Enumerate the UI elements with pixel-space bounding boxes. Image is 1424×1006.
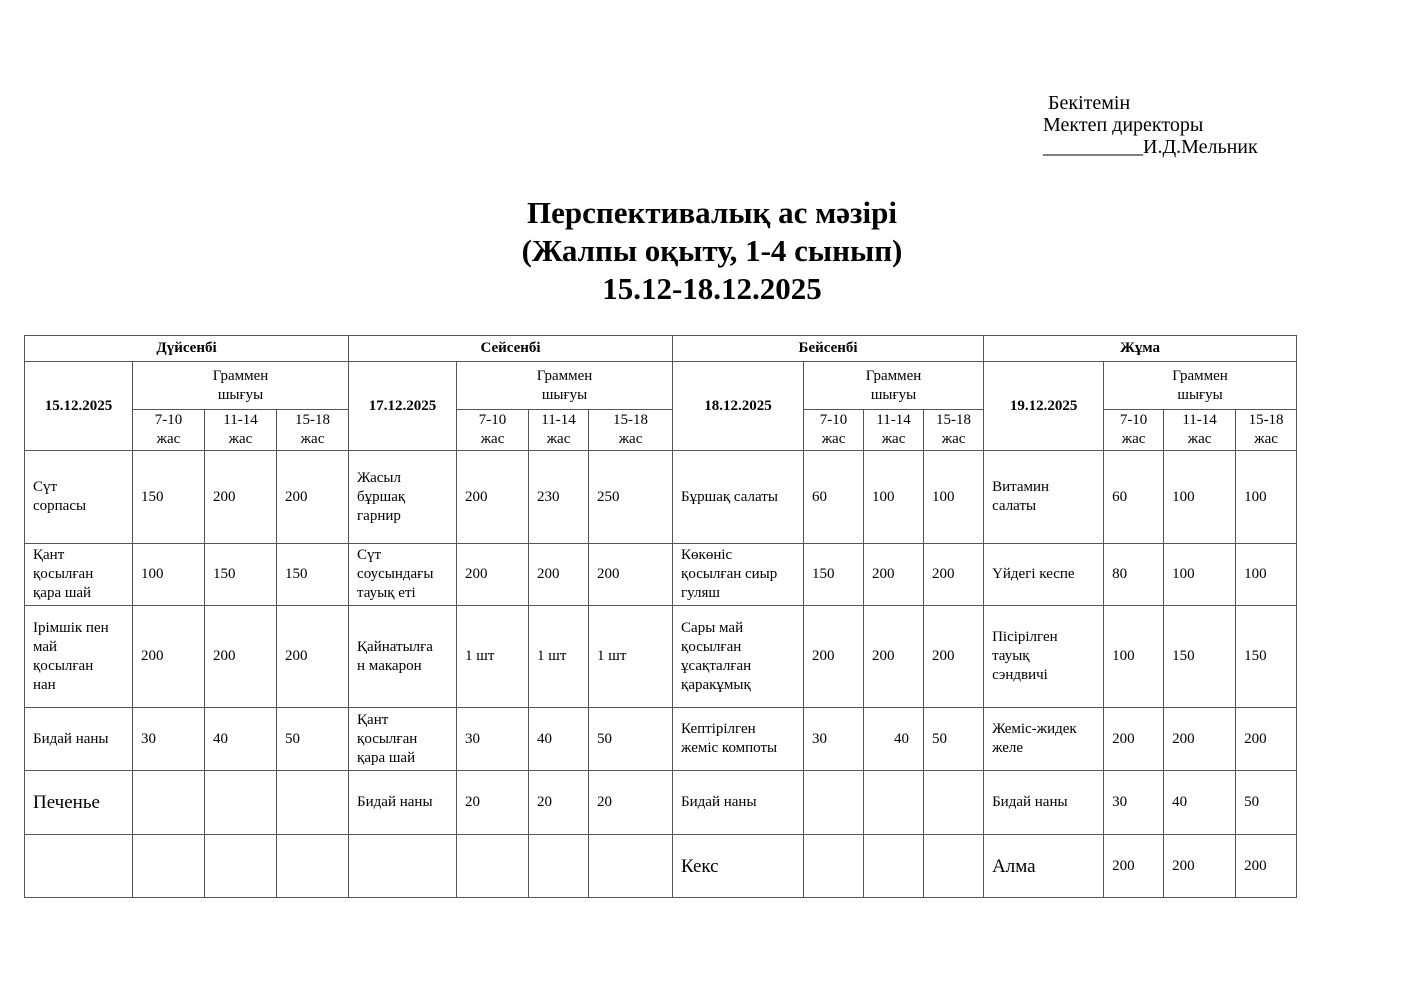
title-line-2: (Жалпы оқыту, 1-4 сынып)	[521, 233, 903, 268]
grams-header-line: Граммен	[865, 367, 922, 384]
portion-grams: 200	[589, 544, 673, 606]
portion-grams: 200	[205, 451, 277, 544]
dish-name	[984, 835, 1104, 898]
dish-name	[25, 835, 133, 898]
dish-name-line: қосылған	[357, 730, 418, 747]
dish-name-line: қаракұмық	[681, 676, 751, 693]
portion-grams: 30	[133, 708, 205, 771]
dish-name-line: Пісірілген	[992, 629, 1058, 645]
portion-grams	[924, 771, 984, 835]
portion-grams: 200	[1236, 835, 1297, 898]
table-row	[25, 606, 1297, 708]
portion-grams: 200	[1104, 835, 1164, 898]
portion-grams	[133, 835, 205, 898]
dish-name-line: Бидай наны	[33, 730, 109, 747]
age-group-header	[133, 410, 205, 451]
portion-grams: 200	[864, 544, 924, 606]
age-line: жас	[228, 431, 253, 447]
dish-name-line: Витамин	[992, 479, 1050, 495]
dish-name-line: Қант	[33, 547, 65, 563]
dish-name-line: Қайнатылға	[357, 638, 433, 655]
table-row	[25, 771, 1297, 835]
portion-grams: 200	[133, 606, 205, 708]
age-row	[25, 410, 1297, 451]
dish-name	[984, 771, 1104, 835]
dish-name-line: Алма	[992, 855, 1036, 877]
portion-grams: 150	[1164, 606, 1236, 708]
dish-name-line: Үйдегі кеспе	[992, 566, 1075, 582]
title-line-1: Перспективалық ас мәзірі	[527, 195, 897, 230]
portion-grams: 250	[589, 451, 673, 544]
approval-word: Бекітемін	[1043, 92, 1131, 114]
portion-grams: 100	[1104, 606, 1164, 708]
portion-grams: 30	[1104, 771, 1164, 835]
age-line: жас	[546, 431, 571, 447]
portion-grams: 20	[457, 771, 529, 835]
dish-name-line: Сүт	[357, 547, 382, 563]
portion-grams: 1 шт	[529, 606, 589, 708]
portion-grams: 30	[457, 708, 529, 771]
age-group-header	[864, 410, 924, 451]
dish-name	[349, 544, 457, 606]
dish-name-line: соусындағы	[357, 566, 434, 582]
portion-grams: 200	[1164, 708, 1236, 771]
portion-grams: 100	[1236, 544, 1297, 606]
table-row	[25, 451, 1297, 544]
grams-header-line: шығуы	[541, 386, 588, 403]
portion-grams	[277, 835, 349, 898]
approval-position: Мектеп директоры	[1043, 114, 1204, 136]
portion-grams: 40	[864, 708, 924, 771]
age-group-header	[589, 410, 673, 451]
day-header: Жұма	[984, 336, 1297, 362]
age-line: 11-14	[876, 412, 911, 428]
portion-grams: 200	[277, 451, 349, 544]
age-group-header	[1236, 410, 1297, 451]
day-header: Бейсенбі	[673, 336, 984, 362]
portion-grams: 100	[924, 451, 984, 544]
dish-name-line: Жасыл	[357, 469, 401, 486]
table-row	[25, 708, 1297, 771]
dish-name	[984, 708, 1104, 771]
portion-grams: 150	[804, 544, 864, 606]
portion-grams: 150	[205, 544, 277, 606]
dish-name	[349, 606, 457, 708]
grams-header-line: шығуы	[1177, 386, 1223, 403]
age-line: 15-18	[936, 412, 972, 428]
age-line: жас	[1187, 431, 1212, 447]
age-line: 15-18	[295, 412, 331, 428]
grams-header-line: шығуы	[870, 386, 917, 403]
dish-name	[673, 771, 804, 835]
dish-name-line: тауық	[992, 648, 1030, 664]
dish-name-line: Көкөніс	[681, 547, 733, 563]
portion-grams	[804, 835, 864, 898]
age-line: жас	[881, 431, 906, 447]
dish-name-line: сэндвичі	[992, 667, 1048, 683]
portion-grams	[457, 835, 529, 898]
portion-grams: 200	[864, 606, 924, 708]
grams-header-line: Граммен	[1172, 367, 1228, 384]
dish-name	[673, 606, 804, 708]
age-line: жас	[941, 431, 966, 447]
portion-grams: 50	[924, 708, 984, 771]
dish-name	[25, 606, 133, 708]
dish-name	[984, 606, 1104, 708]
dish-name-line: май	[33, 638, 58, 655]
approval-signature-line: __________И.Д.Мельник	[1043, 136, 1258, 158]
portion-grams: 60	[804, 451, 864, 544]
grams-output-header	[457, 362, 673, 410]
portion-grams: 100	[133, 544, 205, 606]
dish-name-line: Ірімшік пен	[33, 619, 109, 636]
day-header: Сейсенбі	[349, 336, 673, 362]
title-line-3: 15.12-18.12.2025	[602, 271, 822, 306]
dish-name	[349, 771, 457, 835]
age-line: жас	[480, 431, 505, 447]
portion-grams	[804, 771, 864, 835]
portion-grams: 30	[804, 708, 864, 771]
dish-name-line: Сары май	[681, 619, 744, 636]
age-line: 15-18	[1248, 412, 1284, 428]
portion-grams	[864, 835, 924, 898]
age-line: 7-10	[1119, 412, 1148, 428]
portion-grams: 200	[924, 544, 984, 606]
age-group-header	[1104, 410, 1164, 451]
age-group-header	[529, 410, 589, 451]
age-line: 11-14	[223, 412, 258, 428]
approval-block	[1043, 92, 1258, 158]
dish-name-line: тауық еті	[357, 585, 416, 601]
age-line: 7-10	[819, 412, 848, 428]
grams-header-line: Граммен	[536, 367, 593, 384]
dish-name-line: ұсақталған	[681, 657, 752, 674]
grams-output-header	[1104, 362, 1297, 410]
age-line: 11-14	[541, 412, 576, 428]
dish-name-line: гуляш	[681, 585, 720, 601]
portion-grams	[205, 835, 277, 898]
dish-name-line: Бидай наны	[992, 794, 1068, 810]
age-line: 7-10	[478, 412, 507, 428]
portion-grams: 100	[864, 451, 924, 544]
dish-name-line: бұршақ	[357, 488, 406, 505]
age-group-header	[457, 410, 529, 451]
dish-name-line: нан	[33, 676, 56, 693]
day-header-row	[25, 336, 1297, 362]
age-group-header	[205, 410, 277, 451]
grams-output-header	[804, 362, 984, 410]
dish-name-line: салаты	[992, 498, 1037, 514]
age-line: 15-18	[613, 412, 649, 428]
portion-grams: 80	[1104, 544, 1164, 606]
age-group-header	[804, 410, 864, 451]
dish-name-line: Жеміс-жидек	[992, 721, 1077, 737]
dish-name	[673, 708, 804, 771]
dish-name-line: Қант	[357, 711, 389, 728]
age-group-header	[1164, 410, 1236, 451]
portion-grams: 200	[804, 606, 864, 708]
dish-name-line: Кептірілген	[681, 721, 756, 737]
dish-name-line: Печенье	[33, 792, 100, 813]
age-line: жас	[156, 431, 181, 447]
age-line: жас	[300, 431, 325, 447]
portion-grams: 100	[1236, 451, 1297, 544]
age-group-header	[277, 410, 349, 451]
portion-grams: 150	[133, 451, 205, 544]
dish-name-line: Бұршақ салаты	[681, 488, 778, 505]
dish-name	[349, 835, 457, 898]
portion-grams: 50	[1236, 771, 1297, 835]
portion-grams: 200	[1236, 708, 1297, 771]
age-line: 11-14	[1182, 412, 1217, 428]
day-date: 15.12.2025	[25, 362, 133, 451]
portion-grams: 100	[1164, 544, 1236, 606]
portion-grams	[589, 835, 673, 898]
day-header: Дүйсенбі	[25, 336, 349, 362]
portion-grams	[277, 771, 349, 835]
portion-grams: 230	[529, 451, 589, 544]
day-date: 18.12.2025	[673, 362, 804, 451]
dish-name-line: қосылған	[33, 657, 94, 674]
dish-name-line: гарнир	[357, 507, 401, 524]
page-title	[0, 194, 1424, 308]
dish-name	[673, 544, 804, 606]
portion-grams: 150	[277, 544, 349, 606]
menu-table	[24, 335, 1297, 898]
portion-grams	[924, 835, 984, 898]
dish-name-line: қосылған	[681, 638, 742, 655]
table-row	[25, 835, 1297, 898]
portion-grams	[133, 771, 205, 835]
dish-name	[25, 451, 133, 544]
grams-header-line: шығуы	[217, 386, 264, 403]
dish-name-line: сорпасы	[33, 498, 87, 514]
dish-name	[25, 708, 133, 771]
portion-grams: 20	[529, 771, 589, 835]
portion-grams: 60	[1104, 451, 1164, 544]
dish-name-line: Бидай наны	[681, 794, 757, 810]
dish-name	[673, 451, 804, 544]
portion-grams: 200	[457, 544, 529, 606]
dish-name-line: н макарон	[357, 657, 422, 674]
portion-grams: 50	[589, 708, 673, 771]
table-row	[25, 544, 1297, 606]
dish-name-line: жеміс компоты	[681, 740, 778, 756]
portion-grams: 150	[1236, 606, 1297, 708]
age-line: 7-10	[154, 412, 183, 428]
dish-name-line: Бидай наны	[357, 794, 433, 810]
day-date: 17.12.2025	[349, 362, 457, 451]
portion-grams: 200	[529, 544, 589, 606]
dish-name	[25, 544, 133, 606]
portion-grams	[205, 771, 277, 835]
portion-grams: 200	[277, 606, 349, 708]
dish-name	[25, 771, 133, 835]
age-line: жас	[618, 431, 643, 447]
dish-name-line: желе	[992, 740, 1024, 756]
portion-grams	[529, 835, 589, 898]
dish-name-line: қосылған сиыр	[681, 566, 778, 582]
subheader-row	[25, 362, 1297, 410]
portion-grams: 200	[457, 451, 529, 544]
portion-grams: 40	[205, 708, 277, 771]
grams-header-line: Граммен	[212, 367, 269, 384]
portion-grams: 200	[1104, 708, 1164, 771]
dish-name	[984, 544, 1104, 606]
dish-name	[673, 835, 804, 898]
portion-grams: 1 шт	[589, 606, 673, 708]
dish-name-line: қара шай	[33, 585, 92, 601]
dish-name-line: Кекс	[681, 855, 719, 877]
age-line: жас	[1121, 431, 1146, 447]
portion-grams: 50	[277, 708, 349, 771]
day-date: 19.12.2025	[984, 362, 1104, 451]
dish-name-line: қосылған	[33, 566, 94, 582]
dish-name-line: қара шай	[357, 749, 416, 766]
portion-grams: 40	[1164, 771, 1236, 835]
dish-name	[984, 451, 1104, 544]
portion-grams: 40	[529, 708, 589, 771]
portion-grams: 200	[924, 606, 984, 708]
portion-grams	[864, 771, 924, 835]
age-group-header	[924, 410, 984, 451]
age-line: жас	[1254, 431, 1278, 447]
portion-grams: 20	[589, 771, 673, 835]
dish-name	[349, 708, 457, 771]
dish-name-line: Сүт	[33, 479, 58, 495]
portion-grams: 1 шт	[457, 606, 529, 708]
portion-grams: 200	[1164, 835, 1236, 898]
portion-grams: 100	[1164, 451, 1236, 544]
portion-grams: 200	[205, 606, 277, 708]
grams-output-header	[133, 362, 349, 410]
age-line: жас	[821, 431, 846, 447]
dish-name	[349, 451, 457, 544]
